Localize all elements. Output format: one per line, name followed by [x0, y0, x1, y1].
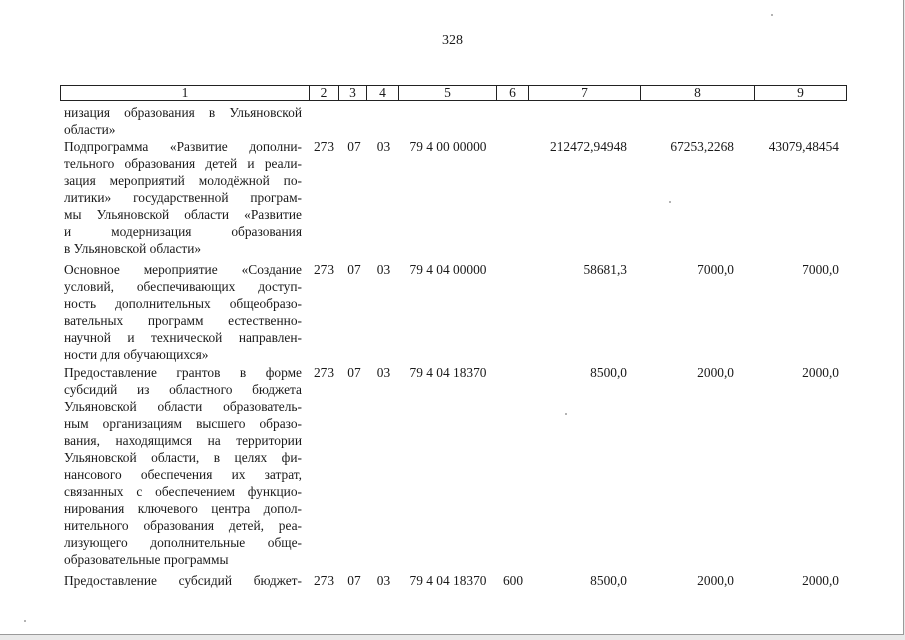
row-text-line: связанных с обеспечением функцио-: [64, 484, 302, 499]
cell-subsection: 03: [376, 365, 391, 380]
cell-section: 07: [347, 365, 361, 380]
row-text-line: тельного образования детей и реали-: [64, 156, 302, 171]
cell-amount-2: 7000,0: [697, 262, 734, 277]
cell-amount-1: 212472,94948: [550, 139, 627, 154]
row-text-line: Предоставление грантов в форме: [64, 365, 302, 380]
scan-speck: [669, 201, 671, 203]
cell-expense-type: [497, 261, 529, 278]
header-col-1: 1: [61, 86, 310, 100]
row-text-line: зация мероприятий молодёжной по-: [64, 173, 302, 188]
cell-target-code: 79 4 00 00000: [409, 139, 487, 154]
row-text-line: ным организациям высшего образо-: [64, 416, 302, 431]
header-col-2: 2: [310, 86, 339, 100]
cell-section: 07: [347, 139, 361, 154]
cell-expense-type: [497, 138, 529, 155]
row-text-line: Основное мероприятие «Создание: [64, 262, 302, 277]
row-text-line: ность дополнительных общеобразо-: [64, 296, 302, 311]
row-text-line: в Ульяновской области»: [64, 241, 202, 256]
header-col-8: 8: [641, 86, 755, 100]
cell-subsection: 03: [376, 262, 391, 277]
scan-speck: [565, 413, 567, 415]
cell-amount-2: 2000,0: [697, 573, 734, 588]
row-text-line: нительного образования детей, реа-: [64, 518, 302, 533]
cell-expense-type: 600: [502, 573, 524, 588]
row-text-line: литики» государственной програм-: [64, 190, 302, 205]
cell-ministry: 273: [313, 262, 335, 277]
row-text-line: условий, обеспечивающих доступ-: [64, 279, 302, 294]
cell-subsection: 03: [376, 573, 391, 588]
row-text-line: лизующего дополнительные обще-: [64, 535, 302, 550]
cell-expense-type: [497, 364, 529, 381]
row-text-line: Предоставление субсидий бюджет-: [64, 573, 302, 588]
row-text-line: нирования ключевого центра допол-: [64, 501, 302, 516]
cell-amount-3: 43079,48454: [768, 139, 839, 154]
cell-target-code: 79 4 04 18370: [409, 573, 487, 588]
row-text-line: вания, находящимся на территории: [64, 433, 302, 448]
cell-subsection: 03: [376, 139, 391, 154]
cell-amount-3: 2000,0: [802, 573, 839, 588]
header-col-9: 9: [797, 85, 804, 100]
header-col-4: 4: [367, 86, 399, 100]
row-text-line: нансового обеспечения их затрат,: [64, 467, 302, 482]
cell-amount-2: 67253,2268: [670, 139, 734, 154]
cell-section: 07: [347, 573, 361, 588]
row-text-line: образовательные программы: [64, 552, 229, 567]
cell-amount-1: 58681,3: [583, 262, 627, 277]
row-text-line: ности для обучающихся»: [64, 347, 209, 362]
cell-target-code: 79 4 04 18370: [409, 365, 487, 380]
row-text-line: субсидий из областного бюджета: [64, 382, 302, 397]
row-text-line: области»: [64, 122, 116, 137]
row-text-line: Ульяновской области образователь-: [64, 399, 302, 414]
row-text-line: и модернизация образования: [64, 224, 302, 239]
row-text-line: научной и технической направлен-: [64, 330, 302, 345]
header-col-7: 7: [529, 86, 641, 100]
header-col-3: 3: [339, 86, 367, 100]
scan-speck: [24, 620, 26, 622]
cell-amount-3: 2000,0: [802, 365, 839, 380]
row-text-line: Ульяновской области, в целях фи-: [64, 450, 302, 465]
header-col-6: 6: [497, 86, 529, 100]
cell-amount-1: 8500,0: [590, 365, 627, 380]
cell-ministry: 273: [313, 573, 335, 588]
row-text-line: вательных программ естественно-: [64, 313, 302, 328]
cell-ministry: 273: [313, 365, 335, 380]
cell-target-code: 79 4 04 00000: [409, 262, 487, 277]
row-text-line: Подпрограмма «Развитие дополни-: [64, 139, 302, 154]
cell-amount-1: 8500,0: [590, 573, 627, 588]
cell-amount-3: 7000,0: [802, 262, 839, 277]
cell-ministry: 273: [313, 139, 335, 154]
row-text-line: низация образования в Ульяновской: [64, 105, 302, 120]
cell-amount-2: 2000,0: [697, 365, 734, 380]
page-number: 328: [442, 33, 463, 48]
table-header-row: [60, 85, 847, 101]
row-text-line: мы Ульяновской области «Развитие: [64, 207, 302, 222]
scan-speck: [771, 14, 773, 16]
cell-section: 07: [347, 262, 361, 277]
header-col-5: 5: [399, 86, 497, 100]
